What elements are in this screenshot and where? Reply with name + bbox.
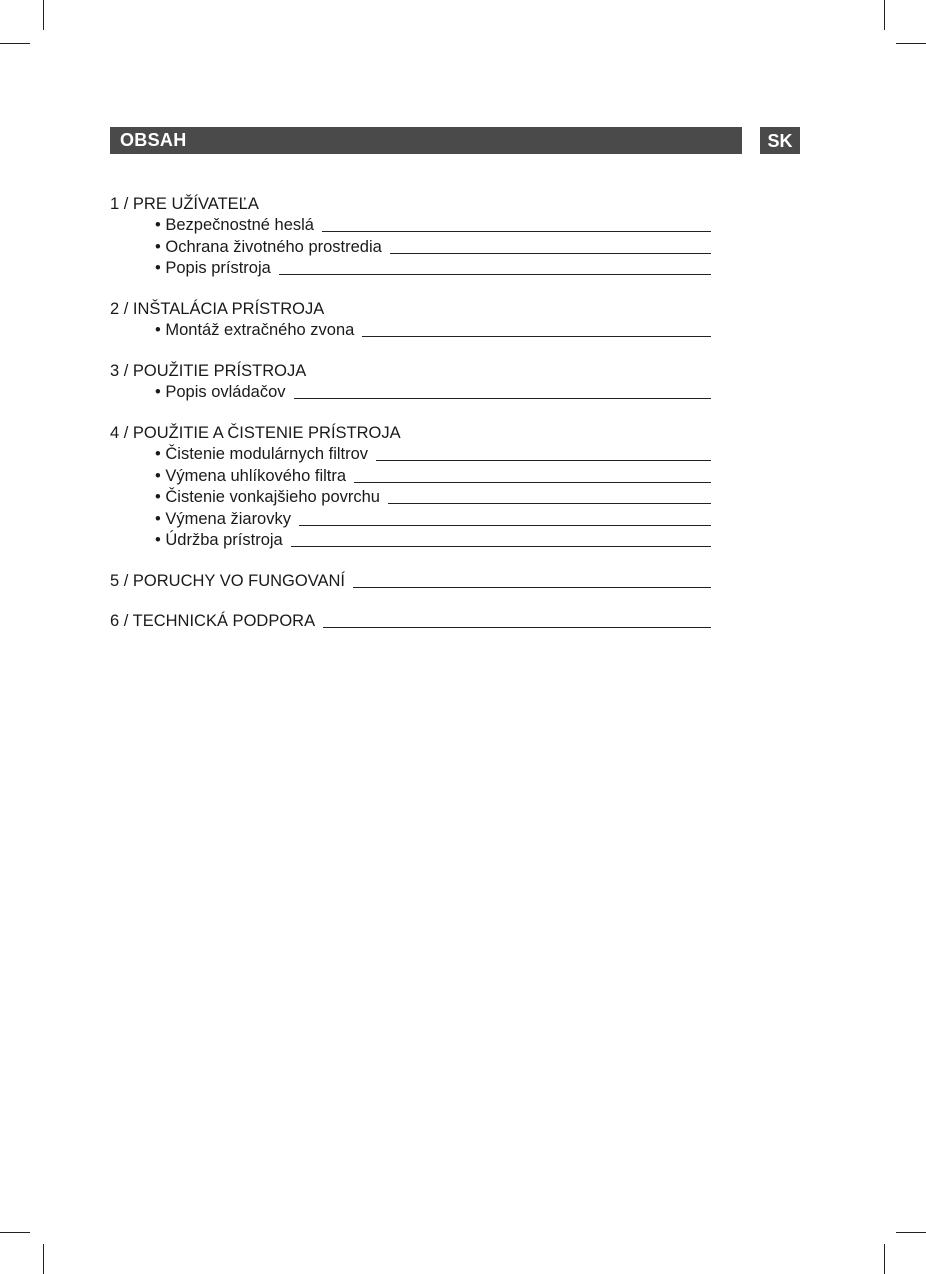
toc-heading-label: 2 / INŠTALÁCIA PRÍSTROJA bbox=[110, 299, 325, 318]
crop-mark bbox=[43, 1244, 44, 1274]
toc-leader-line bbox=[388, 503, 711, 504]
crop-mark bbox=[43, 0, 44, 30]
toc-heading[interactable] bbox=[110, 193, 711, 215]
header-bar bbox=[110, 127, 742, 154]
toc-heading-label: 1 / PRE UŽÍVATEĽA bbox=[110, 194, 259, 213]
toc-entry-label: • Výmena uhlíkového filtra bbox=[155, 466, 347, 485]
crop-mark bbox=[884, 0, 885, 30]
toc-section bbox=[110, 298, 711, 341]
toc-leader-line bbox=[279, 274, 711, 275]
toc-leader-line bbox=[354, 482, 711, 483]
toc-entry[interactable] bbox=[110, 487, 711, 509]
toc-entry[interactable] bbox=[110, 530, 711, 552]
toc-entry-label: • Popis prístroja bbox=[155, 259, 271, 277]
toc-entry[interactable] bbox=[110, 465, 711, 487]
toc-leader-line bbox=[362, 336, 711, 337]
toc-entry[interactable] bbox=[110, 444, 711, 466]
table-of-contents bbox=[110, 193, 711, 651]
crop-mark bbox=[896, 1232, 926, 1233]
toc-heading-label: 3 / POUŽITIE PRÍSTROJA bbox=[110, 361, 307, 380]
toc-section bbox=[110, 360, 711, 403]
toc-heading-label: 4 / POUŽITIE A ČISTENIE PRÍSTROJA bbox=[110, 423, 401, 442]
toc-entry-label: • Popis ovládačov bbox=[155, 383, 286, 401]
crop-mark bbox=[0, 43, 30, 44]
toc-heading[interactable] bbox=[110, 570, 711, 592]
toc-entry-label: • Čistenie vonkajšieho povrchu bbox=[155, 488, 380, 506]
page-title: OBSAH bbox=[120, 130, 187, 150]
toc-leader-line bbox=[376, 460, 711, 461]
toc-section bbox=[110, 193, 711, 279]
toc-entry[interactable] bbox=[110, 215, 711, 237]
language-badge: SK bbox=[760, 127, 800, 154]
toc-entry[interactable] bbox=[110, 320, 711, 342]
toc-leader-line bbox=[323, 627, 711, 628]
toc-entry-label: • Výmena žiarovky bbox=[155, 509, 291, 528]
crop-mark bbox=[0, 1232, 30, 1233]
toc-entry-label: • Bezpečnostné heslá bbox=[155, 216, 314, 234]
toc-section bbox=[110, 422, 711, 551]
toc-entry[interactable] bbox=[110, 508, 711, 530]
toc-heading-label: 6 / TECHNICKÁ PODPORA bbox=[110, 612, 316, 630]
toc-entry[interactable] bbox=[110, 258, 711, 280]
toc-entry[interactable] bbox=[110, 236, 711, 258]
toc-entry-label: • Údržba prístroja bbox=[155, 531, 283, 549]
toc-entry-label: • Čistenie modulárnych filtrov bbox=[155, 445, 369, 463]
toc-leader-line bbox=[294, 398, 711, 399]
toc-heading[interactable] bbox=[110, 611, 711, 633]
toc-heading[interactable] bbox=[110, 360, 711, 382]
toc-heading[interactable] bbox=[110, 422, 711, 444]
toc-leader-line bbox=[299, 525, 711, 526]
toc-entry-label: • Ochrana životného prostredia bbox=[155, 237, 382, 256]
toc-section bbox=[110, 611, 711, 633]
toc-leader-line bbox=[353, 587, 711, 588]
toc-leader-line bbox=[291, 546, 711, 547]
toc-entry-label: • Montáž extračného zvona bbox=[155, 321, 355, 339]
toc-entry[interactable] bbox=[110, 382, 711, 404]
toc-leader-line bbox=[390, 253, 711, 254]
toc-heading-label: 5 / PORUCHY VO FUNGOVANÍ bbox=[110, 571, 346, 590]
toc-heading[interactable] bbox=[110, 298, 711, 320]
crop-mark bbox=[896, 43, 926, 44]
crop-mark bbox=[884, 1244, 885, 1274]
toc-leader-line bbox=[322, 231, 711, 232]
toc-section bbox=[110, 570, 711, 592]
